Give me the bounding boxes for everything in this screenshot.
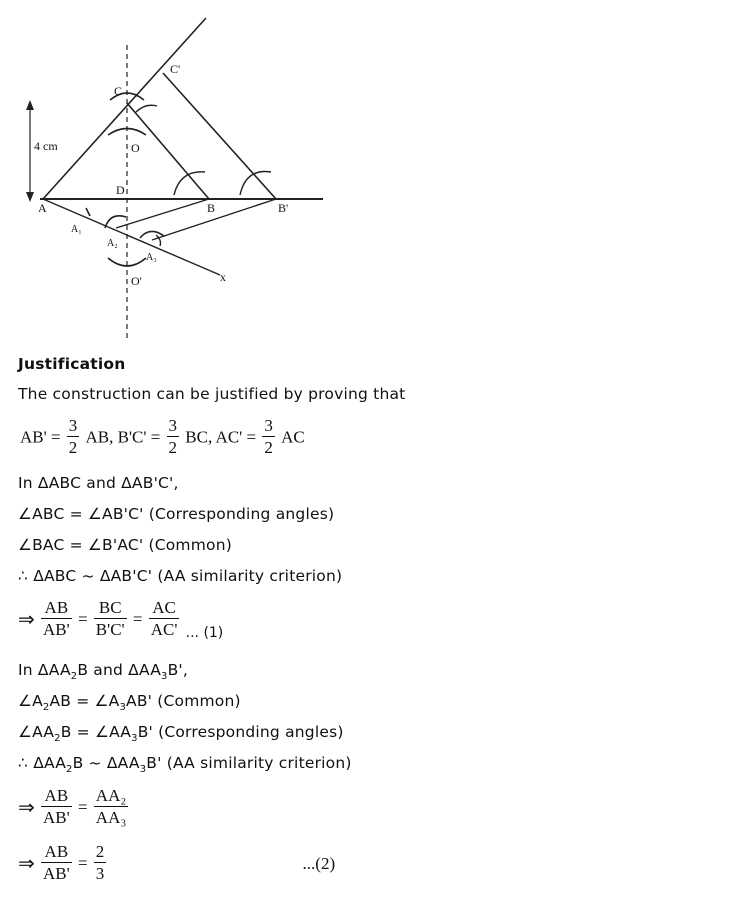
label-b: B <box>207 201 216 215</box>
ray-ax <box>43 199 220 275</box>
arc-c-top2 <box>136 105 157 112</box>
label-o: O <box>131 141 140 155</box>
text-line-8: ∴ $\Delta AA_2B$ ~ $\Delta AA_3B'$ (AA similarity criterion) <box>18 754 352 776</box>
label-4cm: 4 cm <box>34 139 58 153</box>
text-line-3: ∠BAC = ∠B'AC' (Common) <box>18 536 232 554</box>
arc-a1 <box>86 208 90 216</box>
text-line-7: $\angle AA_2B$ = $\angle AA_3B'$ (Corresponding angles) <box>18 723 344 745</box>
label-a: A <box>38 201 47 215</box>
text-line-5: In $\Delta AA_2B$ and $\Delta AA_3B'$, <box>18 661 189 683</box>
text-line-4: ∴ ΔABC ~ ΔAB'C' (AA similarity criterion) <box>18 567 343 585</box>
intro-text: The construction can be justified by proving that <box>18 385 406 403</box>
line-ac-extended <box>43 18 206 199</box>
ratio-statement: AB' = $\frac{3}{2}$ AB, B'C' = $\frac{3}{2}$ BC, AC' = $\frac{3}{2}$ AC <box>20 416 305 457</box>
text-line-1: In ΔABC and ΔAB'C', <box>18 474 179 492</box>
line-bprime-cprime <box>163 73 276 199</box>
label-c: C <box>114 84 123 98</box>
label-o-prime: O' <box>131 274 142 288</box>
equation-3: ⇒ $\frac{AB}{AB'}$ = $\frac{2}{3}$ ...(2) <box>18 842 336 883</box>
line-a2-b <box>116 199 209 228</box>
label-c-prime: C' <box>170 62 181 76</box>
heading-justification: Justification <box>18 355 126 373</box>
construction-figure <box>0 0 340 345</box>
label-a3: A₃ <box>146 252 157 263</box>
arc-a3-right <box>156 235 161 246</box>
equation-2: ⇒ $\frac{AB}{AB'}$ = $\frac{\text{AA₂}}{\text{AA₃}}$ <box>18 786 127 827</box>
text-line-6: $\angle A_2AB$ = $\angle A_3AB'$ (Common) <box>18 692 241 714</box>
label-a2: A₂ <box>107 238 118 249</box>
label-d: D <box>116 183 125 197</box>
text-line-2: ∠ABC = ∠AB'C' (Corresponding angles) <box>18 505 335 523</box>
label-x: x <box>220 270 226 284</box>
equation-1: ⇒ $\frac{AB}{AB'}$ = $\frac{BC}{B'C'}$ = $\frac{AC}{AC'}$ ... (1) <box>18 598 224 641</box>
label-a1: A₁ <box>71 224 82 235</box>
label-b-prime: B' <box>278 201 289 215</box>
